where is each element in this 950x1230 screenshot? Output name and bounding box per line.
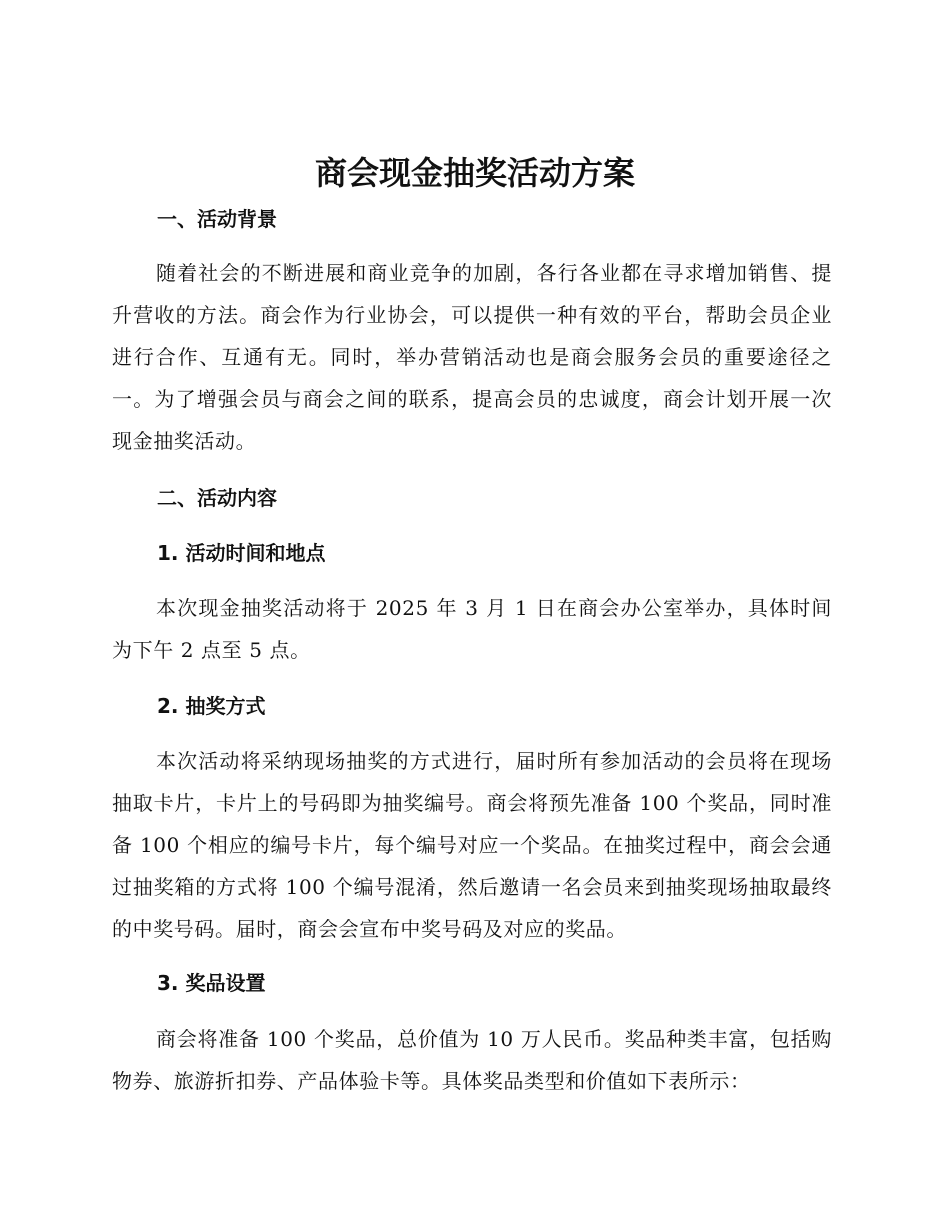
paragraph-time-location: 本次现金抽奖活动将于 2025 年 3 月 1 日在商会办公室举办，具体时间为下午 2 点至 5 点。 bbox=[112, 596, 832, 662]
section-heading-content: 二、活动内容 bbox=[157, 486, 277, 510]
subheading-draw-method: 2. 抽奖方式 bbox=[157, 694, 266, 718]
page-title: 商会现金抽奖活动方案 bbox=[314, 154, 635, 192]
paragraph-prize-setup: 商会将准备 100 个奖品，总价值为 10 万人民币。奖品种类丰富，包括购物券、旅游折扣券、产品体验卡等。具体奖品类型和价值如下表所示： bbox=[112, 1027, 832, 1093]
paragraph-background: 随着社会的不断进展和商业竞争的加剧，各行各业都在寻求增加销售、提升营收的方法。商会作为行业协会，可以提供一种有效的平台，帮助会员企业进行合作、互通有无。同时，举办营销活动也是商会服务会员的重要途径之一。为了增强会员与商会之间的联系，提高会员的忠诚度，商会计划开展一次现金抽奖活动。 bbox=[112, 261, 832, 453]
subheading-prize-setup: 3. 奖品设置 bbox=[157, 971, 266, 995]
subheading-time-location: 1. 活动时间和地点 bbox=[157, 541, 326, 565]
section-heading-background: 一、活动背景 bbox=[157, 207, 277, 231]
paragraph-draw-method: 本次活动将采纳现场抽奖的方式进行，届时所有参加活动的会员将在现场抽取卡片，卡片上的号码即为抽奖编号。商会将预先准备 100 个奖品，同时准备 100 个相应的编号卡片，每个编号对应一个奖品。在抽奖过程中，商会会通过抽奖箱的方式将 100 个编号混淆，然后邀请一名会员来到抽奖现场抽取最终的中奖号码。届时，商会会宣布中奖号码及对应的奖品。 bbox=[112, 749, 832, 941]
